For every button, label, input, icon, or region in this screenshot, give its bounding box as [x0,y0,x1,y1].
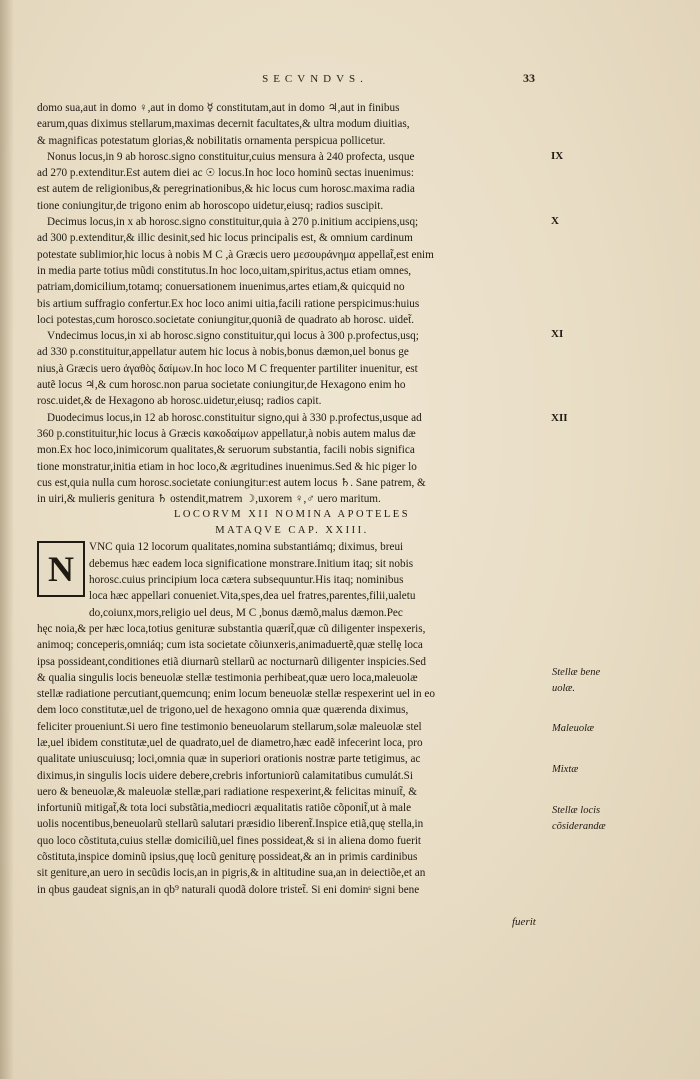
margin-note-maleuolae: Maleuolæ [552,723,594,734]
margin-numeral-ix: IX [551,150,564,162]
text-line: ipsa possideant,conditiones etiã diurnarũ stellarũ ac nocturnarũ diligenter inspicies.Sed [37,655,426,668]
chapter-opening [37,539,547,620]
text-line: hęc noia,& per hæc loca,totius genituræ substantia quærit̃,quæ cũ diligenter inspexeris, [37,622,426,635]
text-line: stellæ radiatione percutiant,quemcunq; enim locum beneuolæ stellæ respexerint uel in eo [37,688,435,701]
text-line: 360 p.constituitur,hic locus à Græcis κακοδαίμων appellatur,à nobis autem malus dæ [37,427,416,440]
text-line: debemus hæc eadem loca significatione monstrare.Initium itaq; sit nobis [89,557,414,570]
text-line: uolis nocentibus,beneuolarũ stellarũ salutari præsidio liberent̃.Inspice etiã,quę stella,in [37,818,424,831]
text-line: qualitate uniuscuiusq; loci,omnia quæ in superiori orationis nostræ parte tetigimus, ac [37,753,421,766]
text-line: ad 330 p.constituitur,appellatur autem hic locus à nobis,bonus dæmon,uel bonus ge [37,346,409,359]
text-line: mon.Ex hoc loco,inimicorum qualitates,& seruorum substantia, facili nobis significa [37,444,415,457]
text-line: tione coniungitur,de trigono enim ab horoscopo uidetur,eiusq; radios suscipit. [37,199,384,212]
text-line: in uiri,& mulieris genitura ♄ ostendit,matrem ☽,uxorem ♀,♂ uero maritum. [37,493,381,506]
text-line: earum,quas diximus stellarum,maximas decernit facultates,& ultra modum diuitias, [37,118,410,131]
text-line: dem loco constitutæ,uel de trigono,uel de hexagono omnia quæ quærenda diximus, [37,704,409,717]
text-line: cus est,quia nulla cum horosc.societate coniungitur:est autem locus ♄. Sane patrem, & [37,476,426,489]
text-line: Vndecimus locus,in xi ab horosc.signo constituitur,qui locus à 300 p.profectus,usq; [47,330,419,343]
margin-numeral-xi: XI [551,328,564,340]
margin-note-uolae: uolæ. [552,683,576,694]
chapter-heading-line-2: MATAQVE CAP. XXIII. [215,525,369,537]
text-line: horosc.cuius principium loca cætera subsequuntur.His itaq; nominibus [89,574,404,587]
text-line: patriam,domicilium,totamq; conuersationem inuenimus,artes etiam,& quicquid no [37,281,405,294]
text-line: nius,à Græcis uero ἀγαθὸς δαίμων.In hoc loco M C frequenter partiliter inuenitur, est [37,362,418,375]
margin-note-stellae-bene: Stellæ bene [552,667,601,678]
text-line: do,coiunx,mors,religio uel deus, M C ,bonus dæmõ,malus dæmon.Pec [89,606,403,619]
margin-note-considerandae: cõsiderandæ [552,821,606,832]
text-line: loca hæc appellari conueniet.Vita,spes,dea uel fratres,parentes,filii,ualetu [89,590,416,603]
text-line: infortuniũ mitigat̃,& tota loci substãtia,mediocri æqualitatis ratiõe cõponit̃,ut à male [37,802,412,815]
running-title: SECVNDVS. [262,73,368,85]
text-line: VNC quia 12 locorum qualitates,nomina substantiámq; diximus, breui [89,541,404,554]
text-line: ad 300 p.extenditur,& illic desinit,sed hic locus principalis est, & omnium cardinum [37,232,413,245]
text-line: uero & beneuolæ,& maleuolæ stellæ,pari radiatione respexerint,& felicitas minuit̃, & [37,785,417,798]
text-line: loci potestas,cum horosco.societate coniungitur,quoniã de quadrato ab horosc. uidet̃. [37,313,415,326]
text-line: diximus,in singulis locis uidere debere,crebris infortuniorũ calamitatibus cumulát.Si [37,769,413,782]
text-line: Nonus locus,in 9 ab horosc.signo constituitur,cuius mensura à 240 profecta, usque [47,150,415,163]
text-line: in qbus gaudeat signis,an in qb⁹ naturali quodã dolore tristet̃. Si eni dominˢ signi bene [37,883,420,896]
text-line: quo loco cõstituta,cuius stellæ domiciliũ,uel fines possideat,& si in aliena domo fuerit [37,834,422,847]
text-line: est autem de religionibus,& peregrinationibus,& hic locus cum horosc.maxima radia [37,183,415,196]
text-line: sit geniture,an uero in secũdis locis,an in pigris,& in altitudine sua,an in deiectiõe,et an [37,867,426,880]
text-line: læ,uel ibidem constitutæ,uel de quadrato,uel de diametro,hæc eadẽ infecerint loca, pro [37,736,423,749]
text-line: & magnificas potestatum glorias,& nobilitatis ornamenta perspicua pollicetur. [37,134,386,147]
folio-number: 33 [523,71,535,85]
text-line: potestate sublimior,hic locus à nobis M C ,à Græcis uero μεσουράνημα appellat̃,est enim [37,248,434,261]
text-section-houses [37,100,547,507]
text-line: in media parte totius mũdi constitutus.In hoc loco,uitam,spiritus,actus etiam omnes, [37,264,412,277]
text-line: tione monstratur,initia etiam in hoc loco,& ægritudines inuenimus.Sed & hic piger lo [37,460,417,473]
text-beside-initial [37,539,547,620]
decorated-initial [37,541,85,597]
text-section-chapter [37,621,547,898]
margin-note-stellae-locis: Stellæ locis [552,805,601,816]
page-gutter-shadow [0,0,14,1079]
text-line: domo sua,aut in domo ♀,aut in domo ☿ constitutam,aut in domo ♃,aut in finibus [37,102,400,114]
initial-letter: N [48,549,74,590]
margin-numeral-x: X [551,215,559,227]
text-line: animoq; conceperis,omniáq; cum ista societate cõiunxeris,animaduertẽ,quæ stellę loca [37,639,423,652]
chapter-heading-line-1: LOCORVM XII NOMINA APOTELES [173,509,411,521]
text-line: bis artium suffragio confertur.Ex hoc loco animi uitia,facili ratione perspicimus:huius [37,297,420,310]
text-line: rosc.uidet,& de Hexagono ab horosc.uidetur,eiusq; radios capit. [37,395,322,408]
text-line: Decimus locus,in x ab horosc.signo constituitur,quia à 270 p.initium accipiens,usq; [47,216,419,229]
catchword: fuerit [512,916,536,928]
text-line: feliciter proueniunt.Si uero fine testimonio beneuolarum stellarum,solæ maleuolæ stel [37,720,422,733]
text-line: ad 270 p.extenditur.Est autem diei ac ☉ locus.In hoc loco hominũ sectas inuenimus: [37,167,414,180]
margin-numeral-xii: XII [551,412,568,424]
text-line: Duodecimus locus,in 12 ab horosc.constituitur signo,qui à 330 p.profectus,usque ad [47,411,422,424]
text-line: autẽ locus ♃,& cum horosc.non parua societate coniungitur,de Hexagono enim ho [37,379,406,392]
text-line: & qualia singulis locis beneuolæ stellæ testimonia perhibeat,quæ uero loca,maleuolæ [37,671,418,684]
text-line: cõstituta,inspice dominũ ipsius,quę locũ geniturę possideat,& an in primis cardinibus [37,851,418,864]
main-text-block [37,100,547,898]
margin-note-mixtae: Mixtæ [552,764,579,775]
